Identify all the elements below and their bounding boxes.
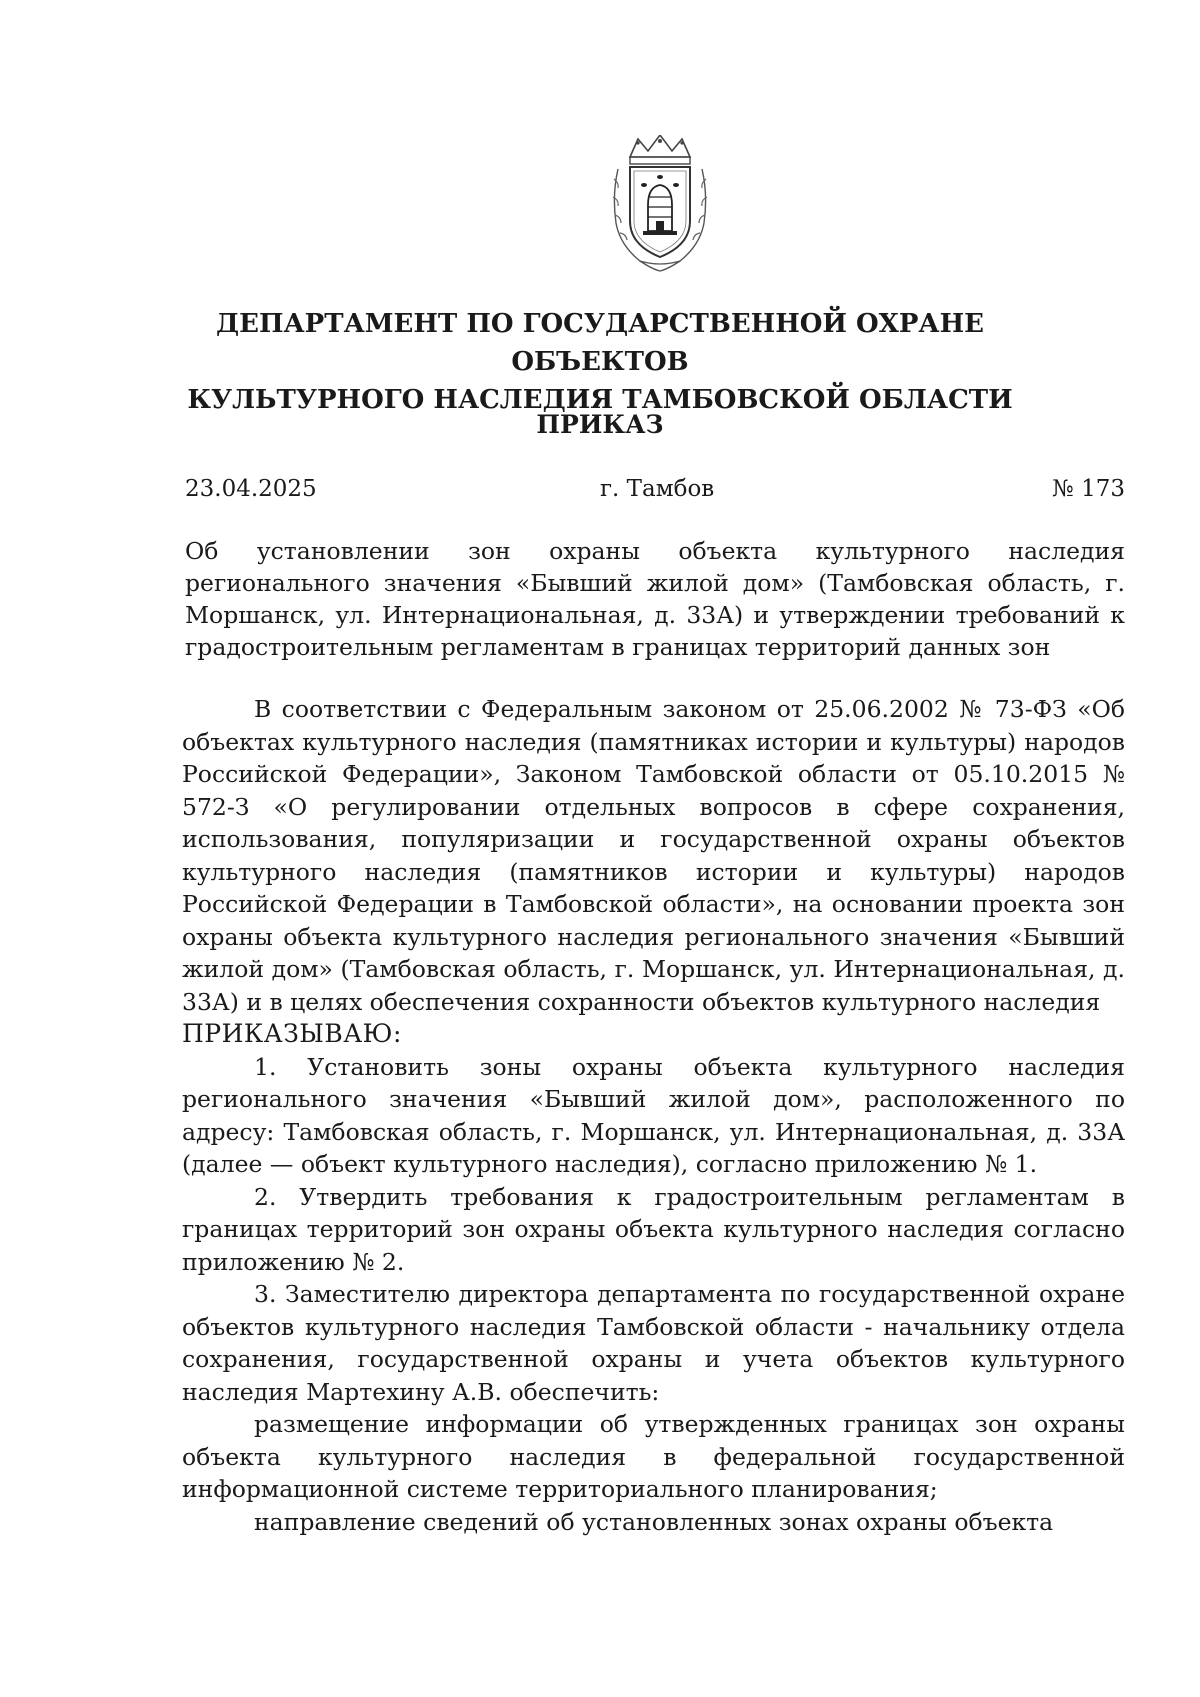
tambov-coat-of-arms-icon	[610, 135, 710, 273]
order-item-3a: размещение информации об утвержденных границах зон охраны объекта культурного наследия в федеральной государственной информационной системе территориального планирования;	[182, 1410, 1125, 1503]
preamble-paragraph: В соответствии с Федеральным законом от 25.06.2002 № 73-ФЗ «Об объектах культурного наследия (памятниках истории и культуры) народов Российской Федерации», Законом Тамбовской области от 05.10.2015 № 572-З «О регулировании отдельных вопросов в сфере сохранения, использования, популяризации и государственной охраны объектов культурного наследия (памятников истории и культуры) народов Российской Федерации в Тамбовской области», на основании проекта зон охраны объекта культурного наследия регионального значения «Бывший жилой дом» (Тамбовская область, г. Моршанск, ул. Интернациональная, д. 33А) и в целях обеспечения сохранности объектов культурного наследия	[182, 695, 1125, 1016]
org-line-1: ДЕПАРТАМЕНТ ПО ГОСУДАРСТВЕННОЙ ОХРАНЕ ОБЪЕКТОВ	[216, 309, 984, 377]
document-body	[182, 693, 1125, 1538]
organization-name	[150, 305, 1050, 419]
order-item-3b: направление сведений об установленных зонах охраны объекта	[254, 1507, 1054, 1536]
order-item-2: 2. Утвердить требования к градостроительным регламентам в границах территорий зон охраны объекта культурного наследия согласно приложению № 2.	[182, 1182, 1125, 1276]
order-command: ПРИКАЗЫВАЮ:	[182, 1019, 402, 1048]
order-item-3: 3. Заместителю директора департамента по государственной охране объектов культурного наследия Тамбовской области - начальнику отдела сохранения, государственной охраны и учета объектов культурного наследия Мартехину А.В. обеспечить:	[182, 1280, 1125, 1406]
order-item-1: 1. Установить зоны охраны объекта культурного наследия регионального значения «Бывший жилой дом», расположенного по адресу: Тамбовская область, г. Моршанск, ул. Интернациональная, д. 33А (далее — объект культурного наследия), согласно приложению № 1.	[182, 1052, 1125, 1178]
document-date: 23.04.2025	[185, 476, 317, 502]
document-title: Об установлении зон охраны объекта культурного наследия регионального значения «Бывший жилой дом» (Тамбовская область, г. Моршанск, ул. Интернациональная, д. 33А) и утверждении требований к градостроительным регламентам в границах территорий данных зон	[185, 537, 1125, 661]
document-type: ПРИКАЗ	[536, 410, 664, 439]
document-number: № 173	[1052, 476, 1125, 502]
org-line-2: КУЛЬТУРНОГО НАСЛЕДИЯ ТАМБОВСКОЙ ОБЛАСТИ	[187, 385, 1013, 415]
document-city: г. Тамбов	[600, 476, 715, 502]
